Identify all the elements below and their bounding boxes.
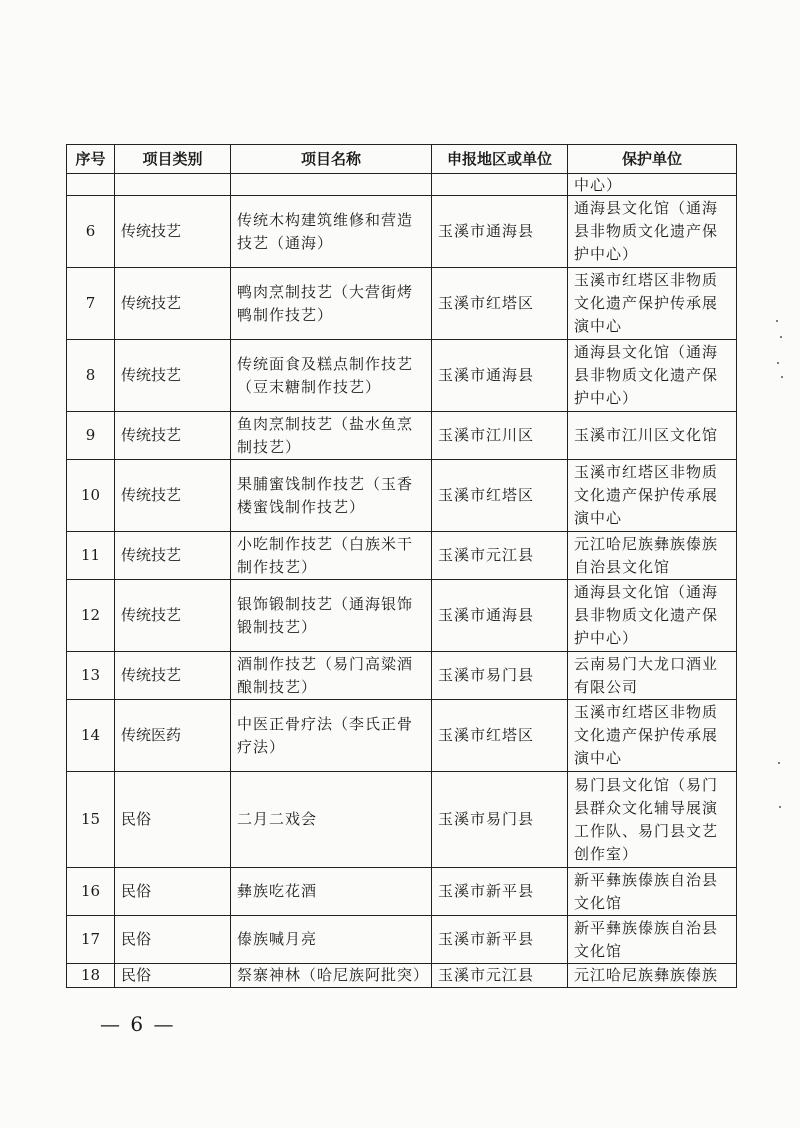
cell-region: 玉溪市元江县: [432, 964, 568, 988]
cell-name: 传统木构建筑维修和营造技艺（通海）: [231, 196, 432, 268]
cell-protector: 玉溪市红塔区非物质文化遗产保护传承展演中心: [568, 460, 737, 532]
cell-num: 10: [67, 460, 115, 532]
cell-protector: 通海县文化馆（通海县非物质文化遗产保护中心）: [568, 580, 737, 652]
cell-name: 传统面食及糕点制作技艺（豆末糖制作技艺）: [231, 340, 432, 412]
cell-category: 传统技艺: [115, 268, 231, 340]
table-row: [67, 868, 737, 916]
continuation-row: [67, 174, 737, 196]
cell-protector: 元江哈尼族彝族傣族自治县文化馆: [568, 532, 737, 580]
header-category: 项目类别: [115, 145, 231, 174]
cell-name: [231, 174, 432, 196]
cell-num: 7: [67, 268, 115, 340]
table-row: [67, 532, 737, 580]
cell-num: 12: [67, 580, 115, 652]
table-row: [67, 268, 737, 340]
cell-category: 民俗: [115, 868, 231, 916]
table-header-row: [67, 145, 737, 174]
table-row: [67, 700, 737, 772]
cell-protector: 玉溪市红塔区非物质文化遗产保护传承展演中心: [568, 268, 737, 340]
scan-speck: [776, 320, 778, 322]
cell-region: 玉溪市通海县: [432, 196, 568, 268]
table-row: [67, 772, 737, 868]
cell-region: 玉溪市通海县: [432, 340, 568, 412]
cell-category: 传统技艺: [115, 652, 231, 700]
scan-speck: [779, 806, 781, 808]
cell-name: 二月二戏会: [231, 772, 432, 868]
cell-category: 传统技艺: [115, 340, 231, 412]
cell-num: 17: [67, 916, 115, 964]
cell-protector: 云南易门大龙口酒业有限公司: [568, 652, 737, 700]
cell-name: 中医正骨疗法（李氏正骨疗法）: [231, 700, 432, 772]
header-region: 申报地区或单位: [432, 145, 568, 174]
table-row: [67, 964, 737, 988]
cell-category: 传统技艺: [115, 532, 231, 580]
cell-protector: 新平彝族傣族自治县文化馆: [568, 916, 737, 964]
cell-region: 玉溪市江川区: [432, 412, 568, 460]
cell-protector: 通海县文化馆（通海县非物质文化遗产保护中心）: [568, 196, 737, 268]
table-row: [67, 340, 737, 412]
cell-protector: 玉溪市江川区文化馆: [568, 412, 737, 460]
cell-name: 傣族喊月亮: [231, 916, 432, 964]
cell-region: [432, 174, 568, 196]
cell-protector: 新平彝族傣族自治县文化馆: [568, 868, 737, 916]
cell-region: 玉溪市通海县: [432, 580, 568, 652]
cell-num: 13: [67, 652, 115, 700]
cell-num: 8: [67, 340, 115, 412]
cell-name: 酒制作技艺（易门高粱酒酿制技艺）: [231, 652, 432, 700]
cell-category: 传统技艺: [115, 580, 231, 652]
cell-category: 传统技艺: [115, 412, 231, 460]
heritage-table: [66, 144, 737, 988]
cell-num: 11: [67, 532, 115, 580]
table-row: [67, 412, 737, 460]
page-number: — 6 —: [100, 1012, 176, 1036]
header-num: 序号: [67, 145, 115, 174]
cell-num: 9: [67, 412, 115, 460]
table-row: [67, 916, 737, 964]
cell-region: 玉溪市新平县: [432, 916, 568, 964]
table-row: [67, 580, 737, 652]
scan-speck: [778, 762, 780, 764]
cell-protector: 中心）: [568, 174, 737, 196]
cell-category: 传统医药: [115, 700, 231, 772]
cell-num: 6: [67, 196, 115, 268]
scan-speck: [781, 376, 783, 378]
cell-region: 玉溪市红塔区: [432, 700, 568, 772]
cell-num: 16: [67, 868, 115, 916]
cell-region: 玉溪市新平县: [432, 868, 568, 916]
cell-protector: 元江哈尼族彝族傣族: [568, 964, 737, 988]
cell-region: 玉溪市易门县: [432, 772, 568, 868]
cell-name: 银饰锻制技艺（通海银饰锻制技艺）: [231, 580, 432, 652]
scan-speck: [780, 336, 782, 338]
scan-speck: [777, 362, 779, 364]
cell-name: 祭寨神林（哈尼族阿批突）: [231, 964, 432, 988]
cell-category: 传统技艺: [115, 196, 231, 268]
cell-name: 果脯蜜饯制作技艺（玉香楼蜜饯制作技艺）: [231, 460, 432, 532]
cell-name: 鱼肉烹制技艺（盐水鱼烹制技艺）: [231, 412, 432, 460]
cell-name: 鸭肉烹制技艺（大营街烤鸭制作技艺）: [231, 268, 432, 340]
table-row: [67, 196, 737, 268]
cell-category: 民俗: [115, 772, 231, 868]
cell-protector: 玉溪市红塔区非物质文化遗产保护传承展演中心: [568, 700, 737, 772]
cell-region: 玉溪市红塔区: [432, 460, 568, 532]
cell-category: 民俗: [115, 916, 231, 964]
cell-category: 民俗: [115, 964, 231, 988]
cell-num: 18: [67, 964, 115, 988]
table-row: [67, 460, 737, 532]
header-protector: 保护单位: [568, 145, 737, 174]
cell-num: 15: [67, 772, 115, 868]
cell-name: 小吃制作技艺（白族米干制作技艺）: [231, 532, 432, 580]
cell-region: 玉溪市红塔区: [432, 268, 568, 340]
cell-num: 14: [67, 700, 115, 772]
cell-region: 玉溪市易门县: [432, 652, 568, 700]
header-name: 项目名称: [231, 145, 432, 174]
cell-category: 传统技艺: [115, 460, 231, 532]
cell-num: [67, 174, 115, 196]
table-row: [67, 652, 737, 700]
cell-name: 彝族吃花酒: [231, 868, 432, 916]
cell-category: [115, 174, 231, 196]
cell-region: 玉溪市元江县: [432, 532, 568, 580]
cell-protector: 通海县文化馆（通海县非物质文化遗产保护中心）: [568, 340, 737, 412]
cell-protector: 易门县文化馆（易门县群众文化辅导展演工作队、易门县文艺创作室）: [568, 772, 737, 868]
